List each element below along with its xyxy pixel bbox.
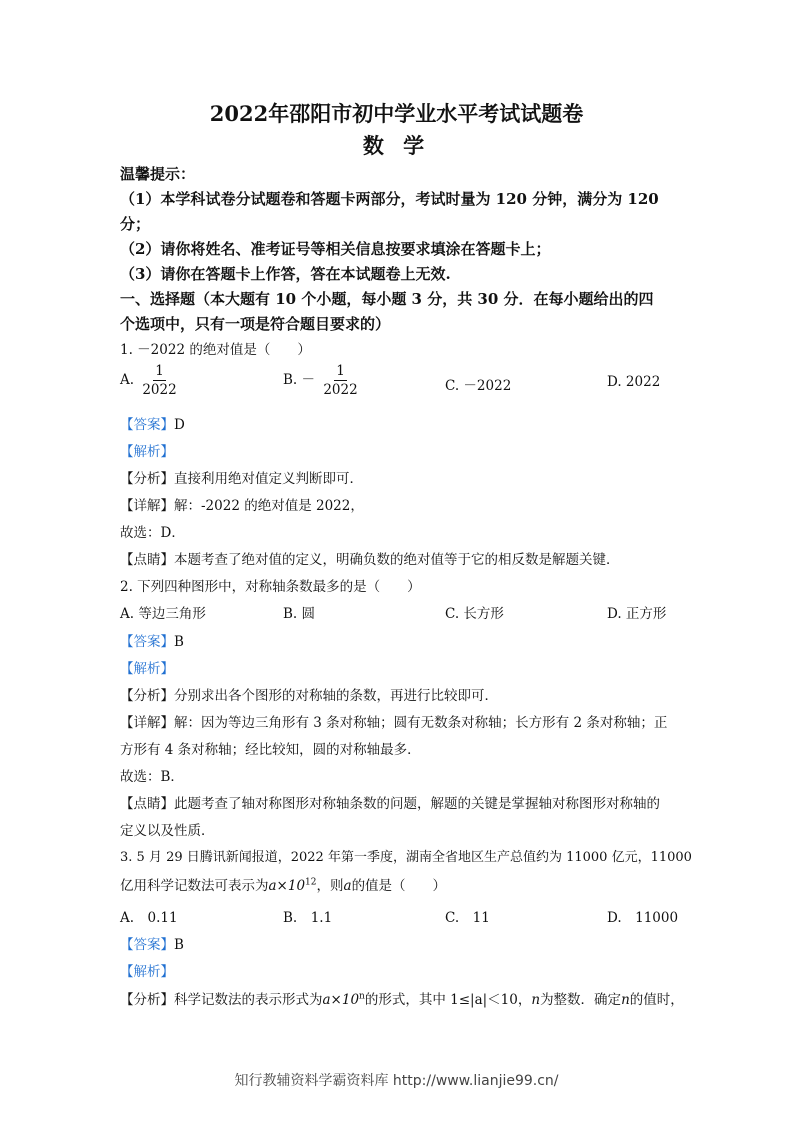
section-heading-cont: 个选项中，只有一项是符合题目要求的）	[120, 315, 391, 333]
comment-tag: 【点睛】	[120, 796, 174, 812]
fraction	[321, 362, 359, 399]
detail-line	[120, 711, 667, 731]
variable: a	[343, 878, 352, 894]
stem-text: 的值是（ ）	[351, 878, 447, 894]
fraction	[140, 362, 178, 399]
answer-line	[120, 413, 185, 433]
answer-tag: 【答案】	[120, 417, 174, 433]
detail-tag: 【详解】	[120, 715, 174, 731]
fenxi-text: 的形式，其中 1≤|a|＜10，	[364, 992, 532, 1008]
choose-line: 故选：D．	[120, 525, 185, 541]
exam-title: 2022年邵阳市初中学业水平考试试题卷	[209, 101, 584, 126]
analysis-tag: 【解析】	[120, 444, 174, 460]
fraction-numerator: 1	[336, 363, 345, 379]
detail-line	[120, 494, 364, 514]
analysis-tag: 【解析】	[120, 661, 174, 677]
notice-item: （3）请你在答题卡上作答，答在本试题卷上无效.	[120, 265, 451, 283]
exponent: 12	[305, 877, 317, 888]
comment-tag: 【点睛】	[120, 552, 174, 568]
exponent: n	[359, 991, 365, 1002]
analysis-line	[120, 960, 174, 980]
question-stem: 1. －2022 的绝对值是（ ）	[120, 342, 311, 358]
question-stem: 3. 5 月 29 日腾讯新闻报道，2022 年第一季度，湖南全省地区生产总值约为 11000 亿元，11000	[120, 850, 692, 865]
notice-item: （1）本学科试卷分试题卷和答题卡两部分，考试时量为 120 分钟，满分为 120	[120, 190, 659, 208]
notice-item: （2）请你将姓名、准考证号等相关信息按要求填涂在答题卡上；	[120, 240, 551, 258]
comment-line	[120, 792, 660, 812]
option-b	[283, 362, 362, 399]
option-d: D. 正方形	[607, 606, 667, 622]
fenxi-line	[120, 684, 498, 704]
analysis-line	[120, 440, 174, 460]
option-a	[120, 362, 181, 399]
comment-text: 此题考查了轴对称图形对称轴条数的问题，解题的关键是掌握轴对称图形对称轴的	[174, 796, 660, 812]
fenxi-text: 科学记数法的表示形式为	[174, 992, 323, 1008]
comment-text: 本题考查了绝对值的定义，明确负数的绝对值等于它的相反数是解题关键．	[174, 552, 620, 568]
variable: n	[621, 992, 630, 1008]
comment-line	[120, 548, 620, 568]
notice-item: 分；	[120, 215, 151, 233]
option-a: A. 0.11	[120, 910, 178, 926]
fraction-denominator: 2022	[142, 382, 177, 398]
option-label: B. －	[283, 372, 316, 388]
fenxi-text: 的值时，	[629, 992, 684, 1008]
variable: n	[531, 992, 541, 1008]
option-c: C. 长方形	[445, 606, 504, 622]
option-c: C. －2022	[445, 378, 512, 394]
option-d: D. 2022	[607, 374, 661, 390]
option-b: B. 圆	[283, 606, 316, 622]
answer-value: D	[174, 417, 185, 433]
detail-text: 解：-2022 的绝对值是 2022，	[174, 498, 364, 514]
answer-tag: 【答案】	[120, 937, 174, 953]
detail-line-cont: 方形有 4 条对称轴；经比较知，圆的对称轴最多．	[120, 742, 421, 758]
footer-watermark: 知行教辅资料学霸资料库 http://www.lianjie99.cn/	[234, 1073, 559, 1089]
option-label: A.	[120, 372, 135, 388]
fraction-numerator: 1	[155, 363, 164, 379]
answer-tag: 【答案】	[120, 634, 174, 650]
question-stem-cont	[120, 874, 446, 894]
stem-text: 亿用科学记数法可表示为	[120, 878, 269, 894]
comment-line-cont: 定义以及性质．	[120, 823, 215, 839]
analysis-line	[120, 657, 174, 677]
section-heading: 一、选择题（本大题有 10 个小题，每小题 3 分，共 30 分．在每小题给出的四	[120, 290, 654, 308]
answer-line	[120, 630, 184, 650]
option-a: A. 等边三角形	[120, 606, 206, 622]
answer-value: B	[174, 634, 184, 650]
analysis-tag: 【解析】	[120, 964, 174, 980]
fenxi-text: 分别求出各个图形的对称轴的条数，再进行比较即可．	[174, 688, 498, 704]
fenxi-tag: 【分析】	[120, 471, 174, 487]
answer-line	[120, 933, 184, 953]
detail-text: 解：因为等边三角形有 3 条对称轴；圆有无数条对称轴；长方形有 2 条对称轴；正	[174, 715, 668, 731]
fenxi-tag: 【分析】	[120, 688, 174, 704]
option-b: B. 1.1	[283, 910, 333, 926]
subject-title: 数 学	[362, 133, 431, 158]
fenxi-text: 直接利用绝对值定义判断即可．	[174, 471, 363, 487]
stem-text: ，则	[316, 878, 344, 894]
notice-heading: 温馨提示：	[120, 165, 196, 183]
math-expression: a×10	[268, 878, 306, 894]
choose-line: 故选：B．	[120, 769, 184, 785]
fenxi-text: 为整数．确定	[540, 992, 622, 1008]
option-d: D. 11000	[607, 910, 679, 926]
fenxi-tag: 【分析】	[120, 992, 174, 1008]
fenxi-line	[120, 988, 684, 1008]
answer-value: B	[174, 937, 184, 953]
option-c: C. 11	[445, 910, 490, 926]
math-expression: a×10	[322, 992, 360, 1008]
fraction-denominator: 2022	[323, 382, 358, 398]
detail-tag: 【详解】	[120, 498, 174, 514]
question-stem: 2. 下列四种图形中，对称轴条数最多的是（ ）	[120, 579, 421, 595]
fenxi-line	[120, 467, 363, 487]
